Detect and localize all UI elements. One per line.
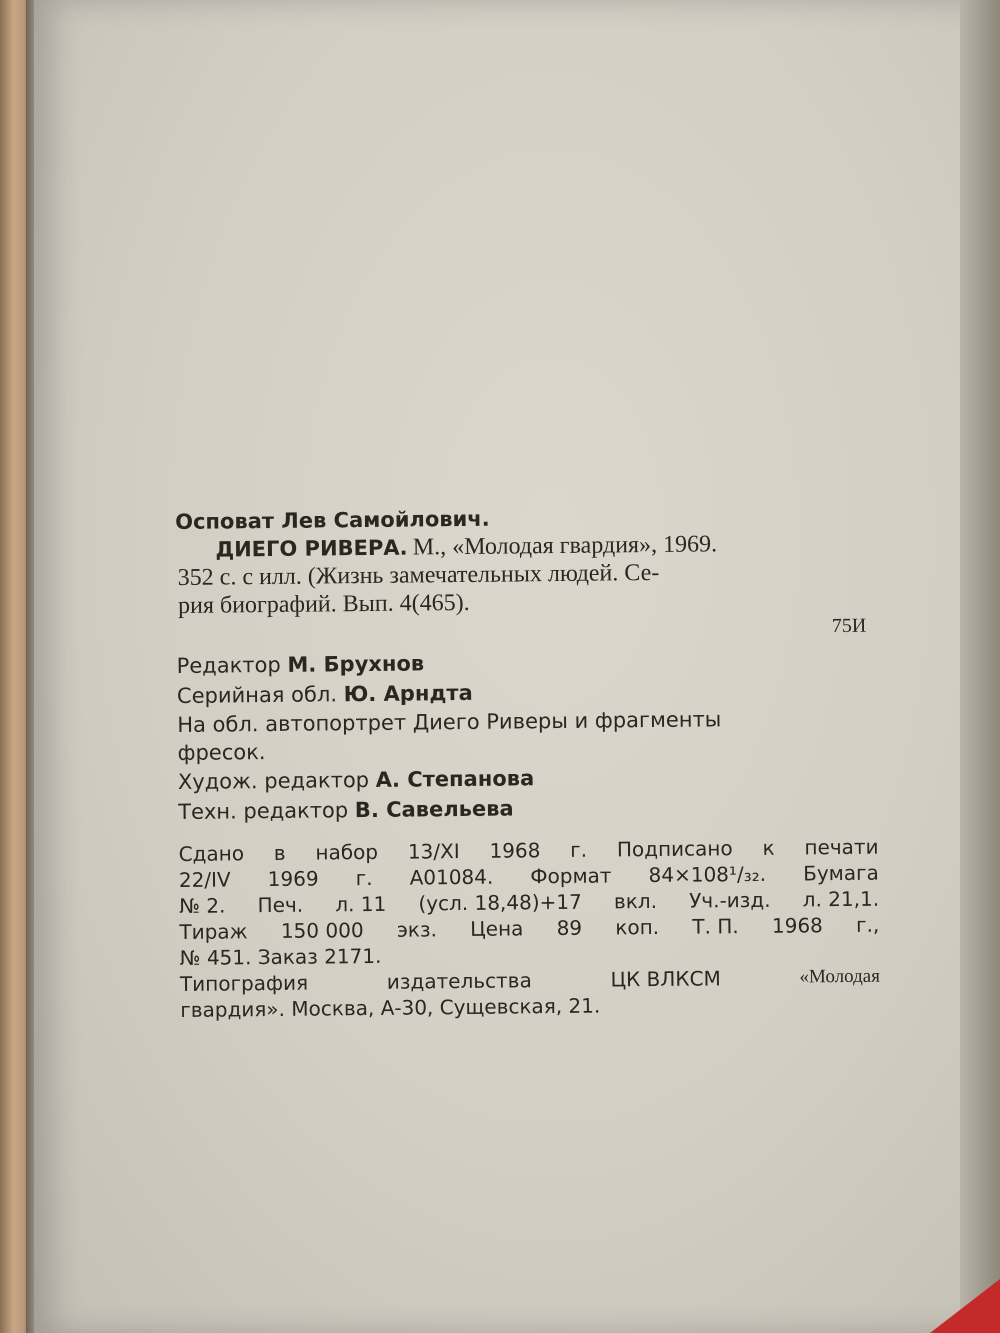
imprint-word: 1968 <box>771 913 823 938</box>
publisher-line: М., «Молодая гвардия», 1969. <box>412 531 718 561</box>
editor-name: М. Брухнов <box>287 651 425 677</box>
imprint-word: 150 000 <box>280 918 364 943</box>
imprint-word: Уч.-изд. <box>689 887 771 913</box>
imprint-word: 22/IV <box>178 867 231 892</box>
cover-note-line2: фресок. <box>177 740 266 765</box>
imprint-word: набор <box>315 839 379 865</box>
imprint-word: вкл. <box>613 888 658 914</box>
imprint-word: Тираж <box>179 919 248 944</box>
imprint-word: г., <box>855 912 880 937</box>
cover-note-line1: На обл. автопортрет Диего Риверы и фрагменты <box>177 707 722 737</box>
editor-label: Редактор <box>176 652 281 678</box>
art-editor-label: Худож. редактор <box>177 767 370 794</box>
imprint-word: к <box>762 835 775 860</box>
imprint-word: А01084. <box>409 864 494 890</box>
imprint-word: Подписано <box>616 836 733 862</box>
imprint-word: л. 21,1. <box>802 886 880 912</box>
imprint-word: коп. <box>615 914 660 940</box>
imprint-word: Бумага <box>803 860 879 886</box>
imprint-word: л. 11 <box>335 891 387 917</box>
page-right-edge <box>960 0 1000 1333</box>
imprint-word: Т. П. <box>692 914 739 939</box>
imprint-word: Цена <box>470 916 524 941</box>
cover-note <box>177 704 878 767</box>
classification-code: 75И <box>831 614 867 638</box>
imprint-word: г. <box>570 837 588 862</box>
bibliographic-block <box>175 501 880 1023</box>
art-editor-name: А. Степанова <box>375 766 535 792</box>
imprint-word: 89 <box>556 915 583 941</box>
imprint-word: издательства <box>386 968 532 994</box>
imprint-word: 1968 <box>489 838 541 863</box>
imprint-word: «Молодая <box>799 965 881 988</box>
credits-section <box>176 644 878 827</box>
imprint-word: экз. <box>396 917 438 942</box>
tech-editor-label: Техн. редактор <box>178 798 349 824</box>
pages-line: 352 с. с илл. (Жизнь замечательных людей. Се- <box>177 559 660 591</box>
imprint-word: Сдано <box>178 841 245 866</box>
cover-label: Серийная обл. <box>176 682 338 708</box>
tech-editor-credit <box>178 790 878 827</box>
imprint-word: Формат <box>530 863 612 889</box>
imprint-word: Типография <box>179 970 309 996</box>
imprint-section <box>178 834 880 1023</box>
imprint-row-7: гвардия». Москва, А-30, Сущевская, 21. <box>180 993 601 1022</box>
imprint-word: 1969 <box>267 866 319 892</box>
tech-editor-name: В. Савельева <box>354 796 514 823</box>
cover-artist: Ю. Арндта <box>343 680 473 707</box>
imprint-word: печати <box>804 834 879 860</box>
book-title: ДИЕГО РИВЕРА. <box>215 535 408 562</box>
series-line: рия биографий. Вып. 4(465). <box>177 589 470 619</box>
imprint-word: Печ. <box>257 892 304 918</box>
imprint-row-5: № 451. Заказ 2171. <box>179 943 382 970</box>
imprint-word: 13/XI <box>407 839 460 864</box>
imprint-word: (усл. 18,48)+17 <box>418 889 582 916</box>
author-name: Осповат Лев Самойлович. <box>175 506 490 534</box>
imprint-word: № 2. <box>179 893 226 918</box>
imprint-word: ЦК ВЛКСМ <box>610 966 721 992</box>
imprint-word: 84×108¹/₃₂. <box>648 861 767 888</box>
imprint-word: в <box>273 840 286 865</box>
imprint-word: г. <box>355 865 373 891</box>
